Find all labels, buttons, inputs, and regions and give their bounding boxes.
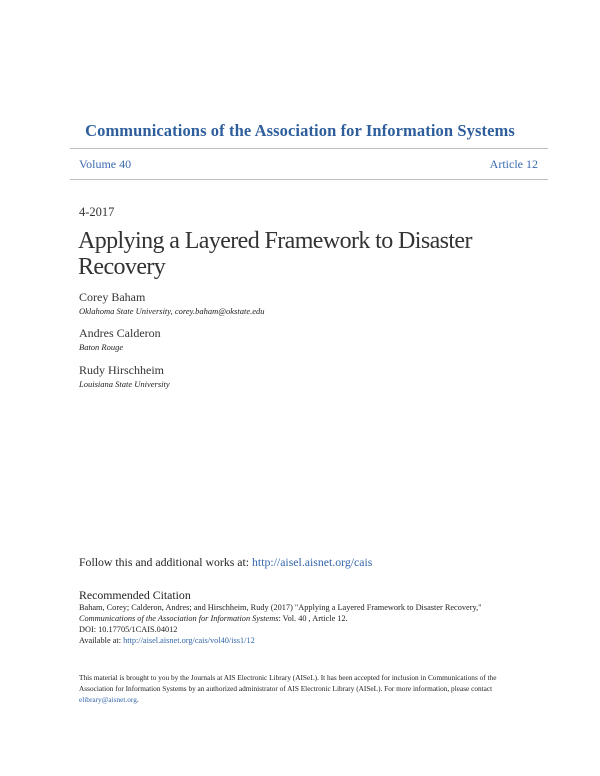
follow-text: Follow this and additional works at: (79, 555, 253, 569)
header-rule-top (70, 148, 548, 149)
journal-title[interactable]: Communications of the Association for Information Systems (85, 121, 515, 140)
citation-available (79, 636, 255, 646)
author-affiliation: Louisiana State University (79, 379, 170, 389)
footer-period: . (136, 695, 139, 704)
volume-link[interactable]: Volume 40 (79, 157, 132, 171)
footer-line: This material is brought to you by the Journals at AIS Electronic Library (AISeL). It has been accepted for inclusion in Communications of the (79, 673, 497, 682)
recommended-citation-heading: Recommended Citation (79, 588, 191, 602)
follow-link[interactable]: http://aisel.aisnet.org/cais (252, 555, 373, 569)
paper-title (78, 228, 498, 280)
paper-title-line2: Recovery (78, 254, 166, 280)
publication-date: 4-2017 (79, 205, 115, 219)
citation-journal-line (79, 614, 348, 624)
available-link[interactable]: http://aisel.aisnet.org/cais/vol40/iss1/12 (123, 636, 255, 645)
citation-volume: : Vol. 40 , Article 12. (278, 614, 348, 623)
affiliation-text: Oklahoma State University (79, 306, 171, 316)
author-affiliation (79, 306, 265, 316)
footer-line: Association for Information Systems by an authorized administrator of AIS Electronic Library (AISeL). For more information, please contact (79, 684, 493, 693)
author-email: corey.baham@okstate.edu (174, 306, 265, 316)
citation-line: Baham, Corey; Calderon, Andres; and Hirschheim, Rudy (2017) "Applying a Layered Framework to Disaster Recovery," (79, 603, 482, 612)
contact-email-link[interactable]: elibrary@aisnet.org (79, 695, 137, 704)
citation-doi: DOI: 10.17705/1CAIS.04012 (79, 625, 178, 634)
author-name[interactable]: Rudy Hirschheim (79, 363, 164, 377)
citation-journal-name: Communications of the Association for Information Systems (79, 614, 279, 623)
available-label: Available at: (79, 636, 124, 645)
author-affiliation: Baton Rouge (79, 342, 124, 352)
follow-line (79, 555, 372, 570)
footer-contact (79, 695, 139, 704)
header-rule-bottom (70, 179, 548, 180)
article-link[interactable]: Article 12 (489, 157, 538, 171)
affiliation-separator: , (170, 306, 175, 316)
author-name[interactable]: Corey Baham (79, 290, 146, 304)
paper-title-line1: Applying a Layered Framework to Disaster (78, 228, 472, 254)
author-name[interactable]: Andres Calderon (79, 326, 161, 340)
